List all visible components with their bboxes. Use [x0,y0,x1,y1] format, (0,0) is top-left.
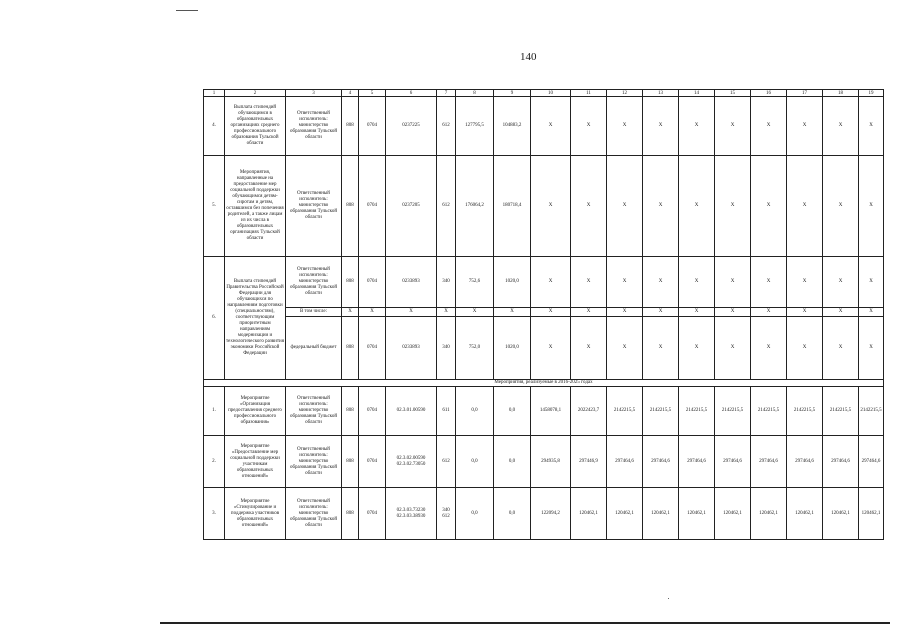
year-value: 120462,1 [643,488,679,540]
year-value: X [823,257,859,308]
year-value: 120462,1 [823,488,859,540]
cell-c4: 808 [342,317,359,380]
page-number: 140 [520,51,537,63]
column-number: 16 [751,90,787,97]
year-value: X [859,317,884,380]
top-dash-mark [176,10,198,11]
year-value: X [679,97,715,156]
year-value: X [787,317,823,380]
column-number: 9 [494,90,531,97]
cell-c5: 0704 [359,257,386,308]
year-value: X [531,317,571,380]
year-value: X [643,317,679,380]
year-value: 2142215,5 [607,387,643,436]
table-row [204,257,884,308]
row-number: 4. [204,97,225,156]
executor: федеральный бюджет [286,317,342,380]
year-value: X [823,97,859,156]
cell-c9: 0,0 [494,436,531,488]
year-value: X [859,156,884,257]
year-value: X [859,308,884,317]
year-value: 120462,1 [679,488,715,540]
year-value: 120462,1 [571,488,607,540]
year-value: X [643,257,679,308]
bottom-rule [160,622,890,624]
cell-c7: 612 [437,156,456,257]
table-row [204,308,884,317]
column-number: 19 [859,90,884,97]
column-number: 2 [225,90,286,97]
year-value: X [643,156,679,257]
cell-c9: 180718,4 [494,156,531,257]
year-value: 2142215,5 [715,387,751,436]
year-value: X [607,156,643,257]
cell-c5: 0704 [359,488,386,540]
cell-c9: 1020,0 [494,257,531,308]
year-value: 120462,1 [715,488,751,540]
column-number: 10 [531,90,571,97]
cell-c4: 808 [342,257,359,308]
column-number: 14 [679,90,715,97]
cell-c9: 0,0 [494,387,531,436]
year-value: X [715,97,751,156]
year-value: X [715,317,751,380]
year-value: 120462,1 [751,488,787,540]
table-body [204,90,884,540]
year-value: X [456,308,494,317]
year-value: 1458078,1 [531,387,571,436]
cell-c6: 02.3.03.73230 02.3.03.38930 [386,488,437,540]
cell-c8: 176064,2 [456,156,494,257]
table-row [204,488,884,540]
cell-c8: 0,0 [456,436,494,488]
year-value: X [715,257,751,308]
year-value: X [679,317,715,380]
column-number: 11 [571,90,607,97]
measure-name: Мероприятия, направленные на предоставление мер социальной поддержки обучающимся детям-сиротам и детям, оставшимся без попечения родителей, а также лицам из их числа в образовательных организациях Тульской области [225,156,286,257]
year-value: X [823,156,859,257]
cell-c5: 0704 [359,317,386,380]
column-number: 7 [437,90,456,97]
cell-c4: 808 [342,387,359,436]
budget-table [203,89,884,540]
year-value: X [359,308,386,317]
year-value: X [386,308,437,317]
year-value: 2142215,5 [787,387,823,436]
year-value: X [679,308,715,317]
executor: Ответственный исполнитель: министерство образования Тульской области [286,436,342,488]
year-value: 297464,6 [751,436,787,488]
measure-name: Мероприятие «Предоставление мер социальной поддержки участникам образовательных отношений» [225,436,286,488]
year-value: X [643,308,679,317]
cell-c5: 0704 [359,436,386,488]
year-value: 122094,2 [531,488,571,540]
cell-c6: 0237205 [386,156,437,257]
cell-c5: 0704 [359,387,386,436]
year-value: X [571,97,607,156]
scan-speck [668,598,669,599]
year-value: X [494,308,531,317]
year-value: 294935,8 [531,436,571,488]
year-value: 2022423,7 [571,387,607,436]
year-value: X [643,97,679,156]
year-value: 297464,6 [715,436,751,488]
year-value: X [787,156,823,257]
year-value: 297464,6 [787,436,823,488]
column-number: 1 [204,90,225,97]
cell-c7: 611 [437,387,456,436]
executor: Ответственный исполнитель: министерство образования Тульской области [286,97,342,156]
year-value: X [571,156,607,257]
year-value: X [751,156,787,257]
year-value: 120462,1 [607,488,643,540]
row-number: 3. [204,488,225,540]
year-value: X [823,308,859,317]
year-value: X [859,97,884,156]
cell-c4: 808 [342,97,359,156]
year-value: X [679,257,715,308]
measure-name: Выплата стипендий обучающимся в образовательных организациях среднего профессионального образования Тульской области [225,97,286,156]
year-value: 297464,6 [643,436,679,488]
row-number: 1. [204,387,225,436]
year-value: 2142215,5 [751,387,787,436]
year-value: X [607,317,643,380]
executor: Ответственный исполнитель: министерство образования Тульской области [286,156,342,257]
table-row [204,97,884,156]
cell-c8: 752,0 [456,317,494,380]
year-value: X [751,308,787,317]
year-value: 297464,6 [607,436,643,488]
cell-c6: 0233893 [386,317,437,380]
cell-c8: 0,0 [456,387,494,436]
year-value: 2142215,5 [823,387,859,436]
cell-c8: 752,6 [456,257,494,308]
year-value: X [859,257,884,308]
year-value: X [751,317,787,380]
table-row [204,436,884,488]
row-number: 5. [204,156,225,257]
year-value: X [531,257,571,308]
column-number: 4 [342,90,359,97]
year-value: X [679,156,715,257]
table-row [204,317,884,380]
executor: Ответственный исполнитель: министерство образования Тульской области [286,488,342,540]
year-value: 120462,1 [787,488,823,540]
year-value: X [715,156,751,257]
year-value: X [787,257,823,308]
year-value: X [531,156,571,257]
year-value: X [571,317,607,380]
cell-c6: 0233893 [386,257,437,308]
cell-c9: 0,0 [494,488,531,540]
cell-c9: 1020,0 [494,317,531,380]
executor: Ответственный исполнитель: министерство образования Тульской области [286,257,342,308]
measure-name: Выплата стипендий Правительства Российской Федерации для обучающихся по направлениям подготовки (специальностям), соответствующим приоритетным направлениям модернизации и технологического развития экономики Российской Федерации [225,257,286,380]
year-value: X [607,97,643,156]
cell-c5: 0704 [359,97,386,156]
year-value: X [751,97,787,156]
cell-c9: 104883,2 [494,97,531,156]
year-value: 2142215,5 [643,387,679,436]
executor: В том числе: [286,308,342,317]
row-number: 6. [204,257,225,380]
cell-c7: 340 [437,317,456,380]
cell-c7: 340 [437,257,456,308]
year-value: 2142215,5 [679,387,715,436]
cell-c8: 127795,5 [456,97,494,156]
year-value: X [787,308,823,317]
cell-c8: 0,0 [456,488,494,540]
year-value: 297464,6 [823,436,859,488]
column-number: 5 [359,90,386,97]
section-title: Мероприятия, реализуемые в 2016-2025 годах [204,380,884,387]
column-number: 12 [607,90,643,97]
year-value: 297464,6 [859,436,884,488]
cell-c6: 02.3.01.00590 [386,387,437,436]
cell-c5: 0704 [359,156,386,257]
cell-c6: 0237225 [386,97,437,156]
year-value: X [787,97,823,156]
year-value: 297446,9 [571,436,607,488]
year-value: X [607,308,643,317]
cell-c4: 808 [342,436,359,488]
column-number: 18 [823,90,859,97]
year-value: X [571,257,607,308]
header-number-row [204,90,884,97]
year-value: X [607,257,643,308]
year-value: X [531,308,571,317]
cell-c7: 340 612 [437,488,456,540]
cell-c4: 808 [342,488,359,540]
year-value: 2142215,5 [859,387,884,436]
column-number: 3 [286,90,342,97]
section-row [204,380,884,387]
year-value: X [823,317,859,380]
column-number: 15 [715,90,751,97]
cell-c7: 612 [437,436,456,488]
year-value: 297464,6 [679,436,715,488]
row-number: 2. [204,436,225,488]
year-value: X [571,308,607,317]
cell-c6: 02.3.02.00590 02.3.02.73050 [386,436,437,488]
year-value: X [342,308,359,317]
year-value: X [751,257,787,308]
table-row [204,156,884,257]
cell-c4: 808 [342,156,359,257]
column-number: 8 [456,90,494,97]
table-row [204,387,884,436]
column-number: 6 [386,90,437,97]
executor: Ответственный исполнитель: министерство образования Тульской области [286,387,342,436]
cell-c7: 612 [437,97,456,156]
measure-name: Мероприятие «Стимулирование и поддержка участников образовательных отношений» [225,488,286,540]
year-value: X [715,308,751,317]
column-number: 17 [787,90,823,97]
year-value: 120462,1 [859,488,884,540]
year-value: X [531,97,571,156]
measure-name: Мероприятие «Организация предоставления среднего профессионального образования» [225,387,286,436]
year-value: X [437,308,456,317]
column-number: 13 [643,90,679,97]
